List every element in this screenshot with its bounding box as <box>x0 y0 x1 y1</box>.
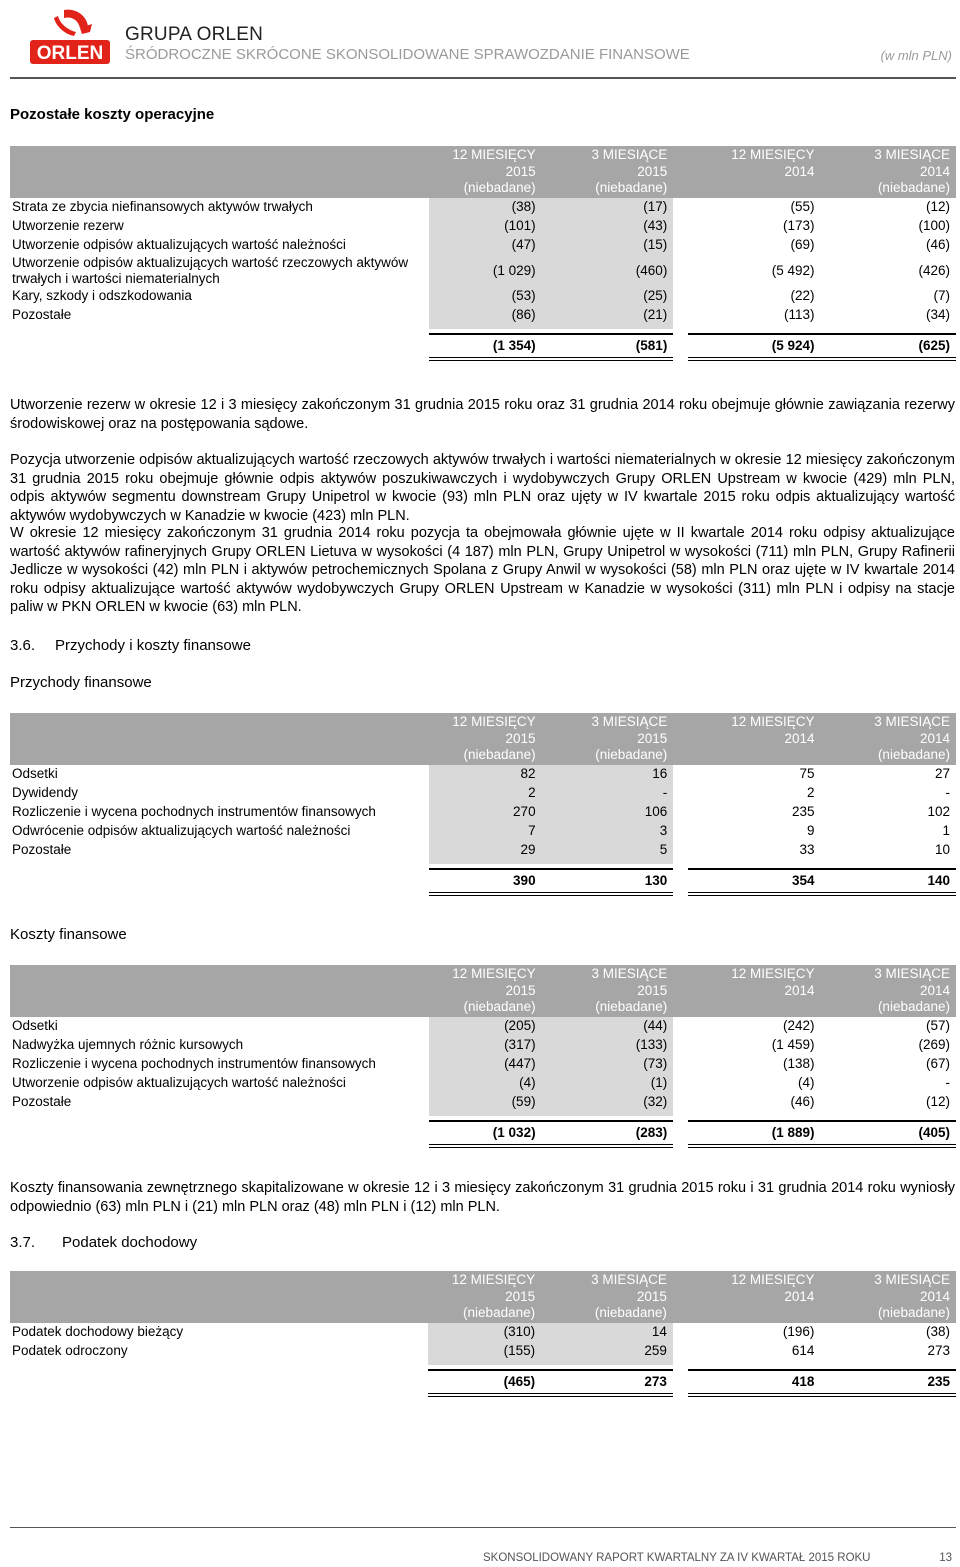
cell-c3: (22) <box>790 288 815 303</box>
cell-c3: 75 <box>799 766 815 781</box>
cell-c4: 27 <box>934 766 950 781</box>
cell-c1: (310) <box>428 1323 541 1342</box>
total-c1: (1 032) <box>429 1121 542 1146</box>
column-gap <box>673 306 688 325</box>
column-header-line: 2015 <box>636 1288 667 1304</box>
page-header <box>0 0 960 78</box>
section-heading-3-6 <box>10 637 251 654</box>
column-header-line <box>690 747 814 764</box>
paragraph-provisions: Utworzenie rezerw w okresie 12 i 3 miesięcy zakończonym 31 grudnia 2015 roku oraz 31 grudnia 2014 roku obejmuje głównie zawiązania rezerwy środowiskowej oraz na postępowania sądowe. <box>10 397 955 432</box>
total-c3: (5 924) <box>688 334 820 359</box>
column-gap <box>673 255 688 287</box>
column-header-line: 3 MIESIĄCE <box>591 147 668 162</box>
total-c2: (581) <box>542 334 674 359</box>
cell-c2: (21) <box>542 306 674 325</box>
total-label-cell <box>10 334 429 359</box>
column-header-line: (niebadane) <box>877 1305 950 1320</box>
column-header-line: 3 MIESIĄCE <box>591 1272 667 1287</box>
orlen-logo <box>30 6 110 66</box>
column-gap <box>673 803 688 822</box>
column-header-c2 <box>542 965 674 1017</box>
cell-c2: 3 <box>542 822 674 841</box>
column-header-c2 <box>542 146 674 198</box>
column-gap <box>673 334 688 359</box>
row-label: Pozostałe <box>12 307 72 322</box>
cell-c3: 614 <box>791 1343 815 1358</box>
total-c4: 140 <box>821 869 957 894</box>
column-header-c4 <box>821 146 956 198</box>
column-gap <box>673 869 688 894</box>
cell-c4: (67) <box>925 1056 950 1071</box>
column-header-line: 12 MIESIĘCY <box>731 1272 815 1287</box>
total-c1: (465) <box>428 1370 541 1395</box>
column-header-line: 2014 <box>919 1288 950 1304</box>
row-label: Pozostałe <box>12 1094 72 1109</box>
total-c3: 354 <box>688 869 820 894</box>
cell-c3: (46) <box>790 1094 815 1109</box>
cell-c3: (55) <box>790 199 815 214</box>
column-gap <box>673 217 688 236</box>
cell-c1: 270 <box>429 803 542 822</box>
column-gap <box>673 1342 688 1361</box>
table-header-row <box>10 713 956 765</box>
cell-c4: (46) <box>925 237 950 252</box>
column-gap <box>673 146 688 198</box>
cell-c1: (59) <box>429 1093 542 1112</box>
table-row <box>10 1017 956 1036</box>
column-header-line <box>690 1305 814 1322</box>
table-header-row <box>10 146 956 198</box>
column-header-line: (niebadane) <box>595 747 668 762</box>
footer-text: SKONSOLIDOWANY RAPORT KWARTALNY ZA IV KWARTAŁ 2015 ROKU <box>483 1552 871 1564</box>
row-label: Odwrócenie odpisów aktualizujących wartość należności <box>12 823 351 838</box>
column-gap <box>673 1323 688 1342</box>
cell-c1: (101) <box>429 217 542 236</box>
column-gap <box>673 713 688 765</box>
cell-c4: (34) <box>925 307 950 322</box>
total-c3: 418 <box>688 1370 820 1395</box>
total-label-cell <box>10 1121 429 1146</box>
table-header-row <box>10 965 956 1017</box>
column-header-c4 <box>820 1271 956 1323</box>
unit-label: (w mln PLN) <box>880 48 952 63</box>
column-header-c4 <box>821 965 957 1017</box>
cell-c2: 5 <box>542 841 674 860</box>
cell-c3: (138) <box>782 1056 815 1071</box>
cell-c2: (15) <box>542 236 674 255</box>
section-number: 3.7. <box>10 1234 36 1251</box>
total-c2: 273 <box>541 1370 673 1395</box>
table-row <box>10 236 956 255</box>
column-header-line <box>690 999 814 1016</box>
cell-c2: (460) <box>542 255 674 287</box>
row-label: Odsetki <box>12 766 58 781</box>
row-label: Utworzenie odpisów aktualizujących wartość należności <box>12 1075 346 1090</box>
column-gap <box>673 1093 688 1112</box>
column-header-c3 <box>688 1271 820 1323</box>
total-c2: 130 <box>542 869 674 894</box>
column-header-line: (niebadane) <box>595 180 668 195</box>
column-gap <box>673 287 688 306</box>
cell-c1: (86) <box>429 306 542 325</box>
row-label: Pozostałe <box>12 842 72 857</box>
column-header-line: 3 MIESIĄCE <box>591 714 668 729</box>
column-header-c3 <box>688 146 820 198</box>
row-label: Rozliczenie i wycena pochodnych instrumentów finansowych <box>12 1056 376 1071</box>
cell-c4: 102 <box>927 804 950 819</box>
column-header-line: (niebadane) <box>463 999 536 1014</box>
total-c4: 235 <box>820 1370 956 1395</box>
total-label-cell <box>10 1370 428 1395</box>
table-row <box>10 198 956 217</box>
column-gap <box>673 765 688 784</box>
column-gap <box>673 1370 688 1395</box>
column-header-line <box>690 180 814 197</box>
financial-income-table <box>10 713 956 896</box>
other-costs-table <box>10 146 956 361</box>
cell-c1: 7 <box>429 822 542 841</box>
column-header-line: 2014 <box>784 730 815 746</box>
column-header-line: 12 MIESIĘCY <box>731 147 815 162</box>
column-header-line: 2015 <box>505 163 536 179</box>
cell-c4: (12) <box>925 1094 950 1109</box>
column-header-line: (niebadane) <box>594 1305 667 1320</box>
row-label: Podatek odroczony <box>12 1343 128 1358</box>
table-row <box>10 1074 956 1093</box>
table-row <box>10 822 956 841</box>
page-number: 13 <box>939 1552 952 1564</box>
total-c2: (283) <box>542 1121 674 1146</box>
cell-c4: 10 <box>934 842 950 857</box>
column-header-line: 2015 <box>505 730 536 746</box>
header-label-cell <box>10 713 429 765</box>
row-label: Odsetki <box>12 1018 58 1033</box>
total-label-cell <box>10 869 429 894</box>
column-header-line: 2015 <box>637 982 668 998</box>
column-header-line: 12 MIESIĘCY <box>731 714 815 729</box>
cell-c3: (242) <box>782 1018 815 1033</box>
column-header-c2 <box>541 1271 673 1323</box>
paragraph-capitalized-costs: Koszty finansowania zewnętrznego skapitalizowane w okresie 12 i 3 miesięcy zakończonym 31 grudnia 2015 roku i 31 grudnia 2014 roku wyniosły odpowiednio (63) mln PLN i (21) mln PLN oraz (48) mln PLN i (12) mln PLN. <box>10 1180 955 1215</box>
column-header-line: 2015 <box>637 163 668 179</box>
row-label: Kary, szkody i odszkodowania <box>12 288 192 303</box>
table-row <box>10 217 956 236</box>
row-label: Rozliczenie i wycena pochodnych instrumentów finansowych <box>12 804 376 819</box>
column-header-line: (niebadane) <box>877 999 950 1014</box>
paragraph-impairment-2014: W okresie 12 miesięcy zakończonym 31 grudnia 2014 roku pozycja ta obejmowała głównie ujęte w II kwartale 2014 roku odpisy aktualizujące wartość aktywów rafineryjnych Grupy ORLEN Lietuva w wysokości (4 187) mln PLN, Grupy Unipetrol w wysokości (711) mln PLN, Grupy Rafinerii Jedlicze w wysokości (42) mln PLN i aktywów petrochemicznych Spolana z Grupy Anwil w wysokości (58) mln PLN oraz ujęte w IV kwartale 2014 roku odpisy aktualizujące wartość aktywów wydobywczych Grupy ORLEN Upstream w Kanadzie w wysokości (311) mln PLN i odpisy na stacje paliw w PKN ORLEN w kwocie (63) mln PLN. <box>10 525 955 615</box>
column-header-c3 <box>688 713 820 765</box>
table-row <box>10 1036 956 1055</box>
table-row <box>10 784 956 803</box>
column-header-line: 3 MIESIĄCE <box>591 966 668 981</box>
column-gap <box>673 1017 688 1036</box>
column-header-line: 3 MIESIĄCE <box>874 966 950 981</box>
cell-c4: 1 <box>942 823 950 838</box>
column-header-c1 <box>429 713 542 765</box>
row-label: Utworzenie rezerw <box>12 218 124 233</box>
cell-c2: (73) <box>542 1055 674 1074</box>
column-header-line: (niebadane) <box>463 747 536 762</box>
cell-c2: (25) <box>542 287 674 306</box>
company-name: GRUPA ORLEN <box>125 24 264 45</box>
cell-c2: - <box>542 784 674 803</box>
section-title-financial-income: Przychody finansowe <box>10 674 152 691</box>
section-heading-3-7 <box>10 1234 197 1251</box>
column-header-line: 2014 <box>919 982 950 998</box>
column-gap <box>673 1121 688 1146</box>
column-header-line: (niebadane) <box>463 180 536 195</box>
column-header-line: 12 MIESIĘCY <box>731 966 815 981</box>
column-gap <box>673 822 688 841</box>
column-gap <box>673 965 688 1017</box>
row-label: Nadwyżka ujemnych różnic kursowych <box>12 1037 244 1052</box>
cell-c2: (32) <box>542 1093 674 1112</box>
cell-c3: (173) <box>783 218 815 233</box>
cell-c1: (47) <box>429 236 542 255</box>
total-row <box>10 1370 956 1395</box>
cell-c4: 273 <box>927 1343 950 1358</box>
row-label: Podatek dochodowy bieżący <box>12 1324 184 1339</box>
cell-c4: (426) <box>918 262 950 278</box>
row-label: Dywidendy <box>12 785 79 800</box>
header-label-cell <box>10 965 429 1017</box>
table-row <box>10 1093 956 1112</box>
table-row <box>10 803 956 822</box>
total-c1: 390 <box>429 869 542 894</box>
cell-c1: 2 <box>429 784 542 803</box>
cell-c2: (17) <box>542 198 674 217</box>
cell-c4: - <box>945 1075 950 1090</box>
table-row <box>10 306 956 325</box>
cell-c1: (38) <box>429 198 542 217</box>
cell-c4: (38) <box>925 1324 950 1339</box>
column-header-line: 2014 <box>784 163 815 179</box>
column-header-line: 2014 <box>919 730 950 746</box>
column-gap <box>673 784 688 803</box>
column-header-line: 2015 <box>505 982 536 998</box>
column-gap <box>673 1074 688 1093</box>
total-row <box>10 1121 956 1146</box>
column-header-line: 2014 <box>919 163 950 179</box>
header-label-cell <box>10 146 429 198</box>
cell-c4: (100) <box>918 218 950 233</box>
column-gap <box>673 236 688 255</box>
column-header-line: 2014 <box>784 1288 815 1304</box>
cell-c2: (1) <box>542 1074 674 1093</box>
column-header-line: (niebadane) <box>595 999 668 1014</box>
column-header-c1 <box>429 146 542 198</box>
report-subtitle: ŚRÓDROCZNE SKRÓCONE SKONSOLIDOWANE SPRAWOZDANIE FINANSOWE <box>125 46 690 63</box>
cell-c4: (57) <box>925 1018 950 1033</box>
cell-c2: 259 <box>541 1342 673 1361</box>
column-header-line: 12 MIESIĘCY <box>452 147 536 162</box>
cell-c2: (133) <box>542 1036 674 1055</box>
cell-c1: (53) <box>429 287 542 306</box>
column-header-c2 <box>542 713 674 765</box>
table-row <box>10 841 956 860</box>
cell-c1: 82 <box>429 765 542 784</box>
logo-text: ORLEN <box>36 43 104 64</box>
column-header-line: 3 MIESIĄCE <box>874 1272 950 1287</box>
section-title-financial-costs: Koszty finansowe <box>10 926 127 943</box>
table-row <box>10 1342 956 1361</box>
column-header-line: 3 MIESIĄCE <box>874 714 950 729</box>
cell-c3: (4) <box>798 1075 815 1090</box>
cell-c3: (69) <box>790 237 815 252</box>
section-number: 3.6. <box>10 637 36 654</box>
row-label: Utworzenie odpisów aktualizujących wartość rzeczowych aktywów trwałych i wartości niematerialnych <box>12 254 409 286</box>
footer-divider <box>10 1527 956 1528</box>
column-gap <box>673 198 688 217</box>
cell-c1: (155) <box>428 1342 541 1361</box>
total-c1: (1 354) <box>429 334 542 359</box>
column-gap <box>673 1271 688 1323</box>
table-row <box>10 287 956 306</box>
cell-c1: 29 <box>429 841 542 860</box>
cell-c3: 33 <box>799 842 815 857</box>
total-row <box>10 334 956 359</box>
cell-c3: 235 <box>791 804 815 819</box>
cell-c2: (43) <box>542 217 674 236</box>
column-header-line: 2015 <box>505 1288 536 1304</box>
cell-c4: - <box>945 785 950 800</box>
column-header-c1 <box>429 965 542 1017</box>
row-label: Utworzenie odpisów aktualizujących wartość należności <box>12 237 346 252</box>
table-row <box>10 765 956 784</box>
cell-c4: (269) <box>918 1037 950 1052</box>
total-row <box>10 869 956 894</box>
cell-c4: (12) <box>925 199 950 214</box>
section-heading-text: Podatek dochodowy <box>62 1234 198 1251</box>
table-row <box>10 1055 956 1074</box>
column-header-line: 3 MIESIĄCE <box>874 147 950 162</box>
header-divider <box>10 77 956 79</box>
cell-c4: (7) <box>933 288 950 303</box>
cell-c3: (1 459) <box>771 1037 815 1052</box>
cell-c2: 106 <box>542 803 674 822</box>
cell-c3: 9 <box>806 823 815 838</box>
cell-c2: 14 <box>541 1323 673 1342</box>
column-header-c1 <box>428 1271 541 1323</box>
cell-c3: (5 492) <box>771 262 815 278</box>
column-header-line: (niebadane) <box>877 180 950 195</box>
total-c3: (1 889) <box>688 1121 820 1146</box>
financial-costs-table <box>10 965 956 1148</box>
cell-c1: (447) <box>429 1055 542 1074</box>
cell-c3: (113) <box>784 307 815 322</box>
income-tax-table <box>10 1271 956 1397</box>
section-heading-text: Przychody i koszty finansowe <box>55 637 251 654</box>
total-c4: (625) <box>821 334 956 359</box>
cell-c2: 16 <box>542 765 674 784</box>
column-header-line: 12 MIESIĘCY <box>451 1272 536 1287</box>
paragraph-impairment-2015: Pozycja utworzenie odpisów aktualizujących wartość rzeczowych aktywów trwałych i wartości niematerialnych w okresie 12 miesięcy zakończonym 31 grudnia 2015 roku obejmuje głównie odpis aktywów poszukiwawczych i wydobywczych Grupy ORLEN Upstream w kwocie (429) mln PLN, odpis aktywów segmentu downstream Grupy Unipetrol w kwocie (93) mln PLN oraz ujęty w IV kwartale 2015 roku odpis aktualizujący wartość aktywów wydobywczych w Kanadzie w kwocie (423) mln PLN. <box>10 452 955 524</box>
column-header-line: 2014 <box>784 982 815 998</box>
cell-c1: (205) <box>429 1017 542 1036</box>
column-header-line: 2015 <box>637 730 668 746</box>
section-title-other-costs: Pozostałe koszty operacyjne <box>10 106 215 123</box>
cell-c1: (4) <box>429 1074 542 1093</box>
header-label-cell <box>10 1271 428 1323</box>
total-c4: (405) <box>821 1121 957 1146</box>
column-gap <box>673 1036 688 1055</box>
column-header-line: 12 MIESIĘCY <box>452 966 536 981</box>
column-header-line: 12 MIESIĘCY <box>452 714 536 729</box>
column-header-line: (niebadane) <box>463 1305 536 1320</box>
row-label: Strata ze zbycia niefinansowych aktywów trwałych <box>12 199 313 214</box>
column-gap <box>673 1055 688 1074</box>
cell-c2: (44) <box>542 1017 674 1036</box>
column-header-c4 <box>821 713 957 765</box>
cell-c3: 2 <box>806 785 815 800</box>
table-row <box>10 255 956 287</box>
column-header-c3 <box>688 965 820 1017</box>
column-header-line: (niebadane) <box>877 747 950 762</box>
table-header-row <box>10 1271 956 1323</box>
cell-c1: (317) <box>429 1036 542 1055</box>
table-row <box>10 1323 956 1342</box>
column-gap <box>673 841 688 860</box>
cell-c3: (196) <box>782 1324 815 1339</box>
cell-c1: (1 029) <box>429 255 542 287</box>
